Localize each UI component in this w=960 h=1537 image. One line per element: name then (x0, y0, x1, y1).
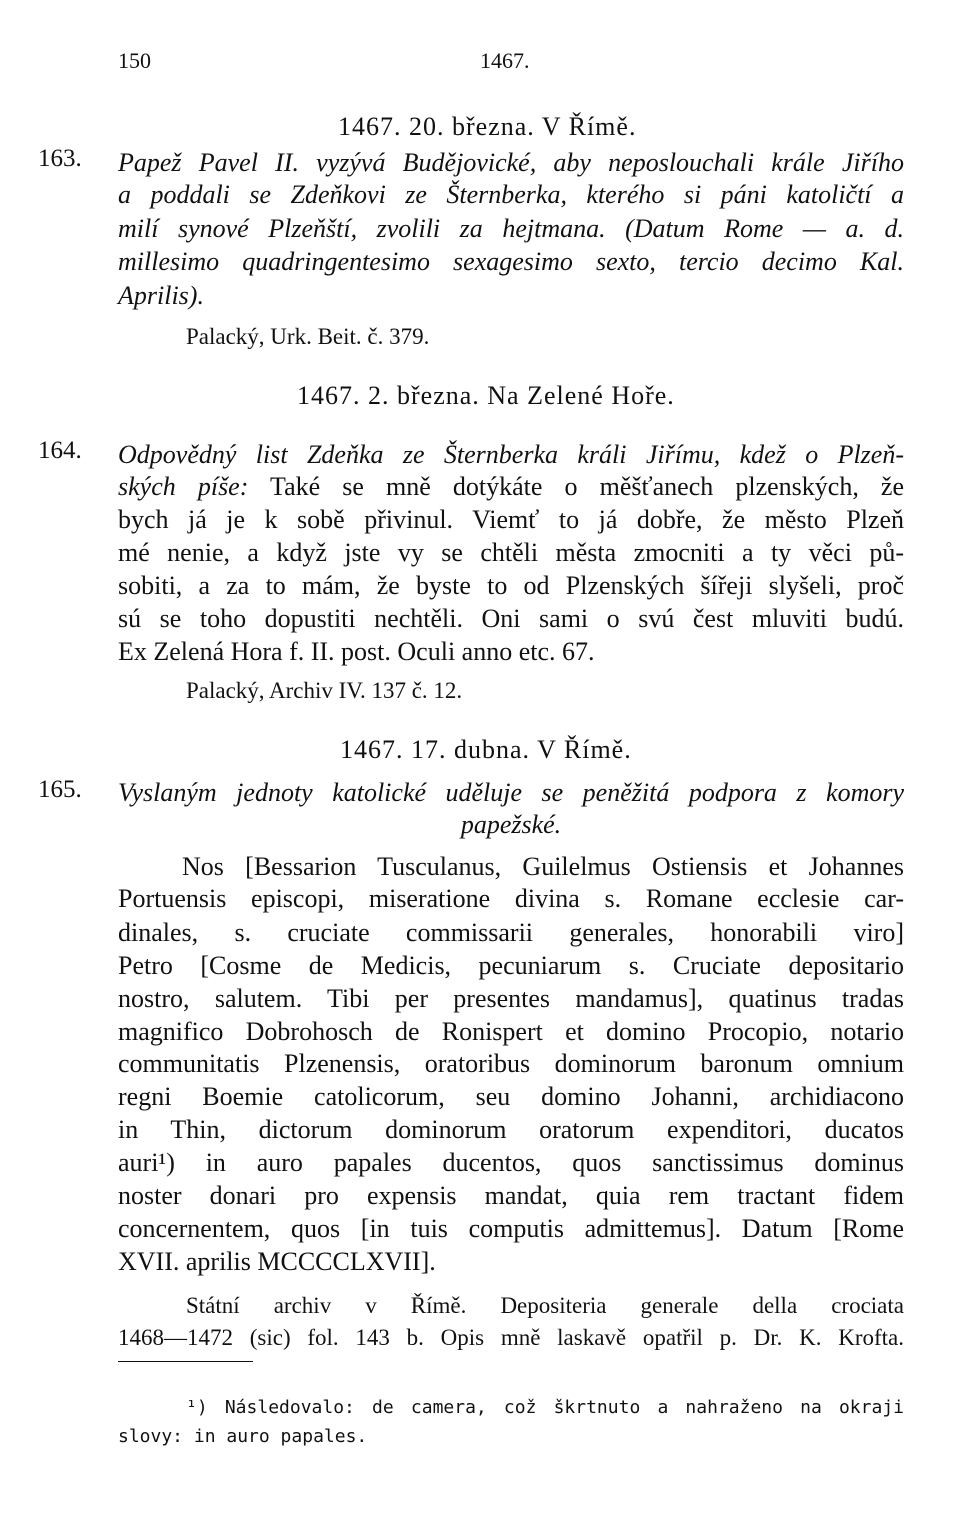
entry-164-summary-end: ských píše: (118, 472, 249, 501)
entry-165-number: 165. (38, 776, 82, 803)
running-head-year: 1467. (480, 48, 530, 73)
entry-165-line: dinales, s. cruciate commissarii generales, honorabili viro] (118, 918, 904, 947)
entry-163-line: milí synové Plzeňští, zvolili za hejtmana. (Datum Rome — a. d. (118, 214, 904, 243)
entry-165-line: XVII. aprilis MCCCCLXVII]. (118, 1247, 436, 1276)
footnote-marker: ¹) (186, 1397, 208, 1418)
entry-163-source: Palacký, Urk. Beit. č. 379. (186, 324, 430, 349)
entry-163-line: millesimo quadringentesimo sexagesimo sexto, tercio decimo Kal. (118, 247, 904, 276)
entry-164-text-start: Také se mně dotýkáte o měšťanech plzenských, že (248, 472, 905, 501)
entry-164-line: sú se toho dopustiti nechtěli. Oni sami o svú čest mluviti budú. (118, 604, 904, 633)
page-number: 150 (118, 48, 151, 73)
entry-164-line: bych já je k sobě přivinul. Viemť to já dobře, že město Plzeň (118, 505, 904, 534)
footnote-rule (118, 1361, 253, 1362)
entry-164-date: 1467. 2. března. Na Zelené Hoře. (297, 381, 675, 410)
entry-163-line: a poddali se Zdeňkovi ze Šternberka, kterého si páni katoličtí a (118, 180, 904, 209)
footnote-text: Následovalo: de camera, což škrtnuto a nahraženo na okraji (207, 1397, 904, 1418)
entry-164-source: Palacký, Archiv IV. 137 č. 12. (186, 678, 463, 703)
entry-165-line: nostro, salutem. Tibi per presentes mandamus], quatinus tradas (118, 984, 904, 1013)
entry-164-summary: Odpovědný list Zdeňka ze Šternberka králi Jiřímu, kdež o Plzeň- (118, 440, 904, 469)
entry-165-source: 1468—1472 (sic) fol. 143 b. Opis mně laskavě opatřil p. Dr. K. Krofta. (118, 1325, 904, 1350)
entry-165-line: communitatis Plzenensis, oratoribus dominorum baronum omnium (118, 1049, 904, 1078)
entry-164-line (118, 470, 904, 504)
entry-164-number: 164. (38, 437, 82, 464)
entry-165-source: Státní archiv v Římě. Depositeria generale della crociata (186, 1293, 904, 1318)
entry-163-line: Papež Pavel II. vyzývá Budějovické, aby neposlouchali krále Jiřího (118, 148, 904, 177)
entry-165-line: noster donari pro expensis mandat, quia rem tractant fidem (118, 1181, 904, 1210)
entry-165-line: Nos [Bessarion Tusculanus, Guilelmus Ostiensis et Johannes (182, 852, 904, 881)
entry-164-line: sobiti, a za to mám, že byste to od Plzenských šířeji slyšeli, proč (118, 571, 904, 600)
entry-165-line: concernentem, quos [in tuis computis admittemus]. Datum [Rome (118, 1214, 904, 1243)
entry-163-date: 1467. 20. března. V Římě. (338, 112, 637, 141)
entry-165-line: regni Boemie catolicorum, seu domino Johanni, archidiacono (118, 1082, 904, 1111)
entry-164-line: mé nenie, a když jste vy se chtěli města zmocniti a ty věci pů- (118, 538, 904, 567)
footnote-line: slovy: in auro papales. (118, 1426, 368, 1447)
entry-165-summary: Vyslaným jednoty katolické uděluje se peněžitá podpora z komory (118, 778, 904, 807)
entry-164-line: Ex Zelená Hora f. II. post. Oculi anno etc. 67. (118, 637, 595, 666)
entry-165-line: auri¹) in auro papales ducentos, quos sanctissimus dominus (118, 1148, 904, 1177)
entry-165-date: 1467. 17. dubna. V Římě. (340, 735, 632, 764)
entry-163-number: 163. (38, 145, 82, 172)
entry-163-line: Aprilis). (118, 281, 204, 310)
entry-165-summary: papežské. (460, 810, 562, 839)
entry-165-line: in Thin, dictorum dominorum oratorum expenditori, ducatos (118, 1115, 904, 1144)
entry-165-line: Petro [Cosme de Medicis, pecuniarum s. Cruciate depositario (118, 951, 904, 980)
entry-165-line: magnifico Dobrohosch de Ronispert et domino Procopio, notario (118, 1017, 904, 1046)
entry-165-line: Portuensis episcopi, miseratione divina s. Romane ecclesie car- (118, 884, 904, 913)
